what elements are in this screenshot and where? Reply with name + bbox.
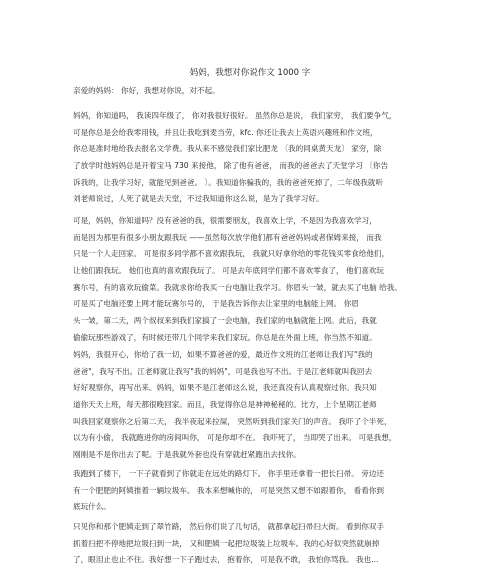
- text-line: 赛尔号，有的喜欢玩偷菜。我就求你给我买一台电脑让我学习。你眉头一皱，就去买了电脑 给我。: [73, 282, 402, 292]
- text-line: 叫我回家观察你之后第二天， 我半夜起来拉屎， 突然听到我们家关门的声音。 我吓了个半死，: [73, 416, 392, 426]
- text-line: 而是因为那里有很多小朋友跟我玩 ——虽然每次放学他们都有爸爸妈妈或者保姆来接， 而我: [73, 232, 382, 242]
- text-line: 可是买了电脑还要上网才能玩赛尔号的， 于是我告诉你去让家里的电脑能上网。 你眉: [73, 299, 359, 309]
- paragraph-4: [73, 466, 453, 516]
- text-line: 刚刚是不是你出去了呢。于是我就外套也没有穿就赶紧跑出去找你。: [73, 450, 301, 460]
- text-line: 只见你和那个肥姨走到了翠竹路， 然后你们说了几句话， 就都拿起扫帚扫大街。 看到你双手: [73, 522, 384, 531]
- text-line: 偷偷玩那些游戏了，有时候还带几个同学来我们家玩。你总是在外面上班，你当然不知道。: [73, 332, 377, 342]
- text-line: 我跑到了楼下， 一下子就看到了你就走在远处的路灯下。 你手里还拿着一把长扫帚。 旁边还: [73, 469, 384, 478]
- text-line: 头一皱，第二天，两个叔叔来到我们家搞了一会电脑，我们家的电脑就能上网。此后，我就: [73, 316, 377, 326]
- paragraph-5: [73, 519, 453, 569]
- text-line: 爸爸"，我写不出。江老师就让我写"我的妈妈"，可是我也写不出。于是江老师就叫我回去: [73, 366, 373, 376]
- text-line: 只是一个人走回家。 可是很多同学都不喜欢跟我玩， 我就只好拿你给的零花钱买零食给他们，: [73, 249, 390, 259]
- text-line: 可是你总是会给我零用钱，并且让我吃到麦当劳，kfc. 你还让我去上英语兴趣班和作文班，: [73, 127, 378, 137]
- paragraph-2: [73, 213, 453, 347]
- text-line: 道你天天上班，每天都很晚回家。而且，我觉得你总是神神秘秘的。比方，上个星期江老师: [73, 400, 377, 410]
- text-line: 妈妈，我很开心，你给了我一切，如果不算爸爸的爱，最近作文班的江老师让我们写"我的: [73, 350, 373, 359]
- paragraph-3: [73, 347, 453, 464]
- text-line: 了放学时他妈妈总是开着宝马 730 来接他， 除了他有爸爸， 而我的爸爸去了天堂学习 〔你告: [73, 161, 389, 171]
- essay-title: 妈妈，我想对你说作文 1000 字: [189, 68, 311, 78]
- text-line: 抓着扫把不停地把垃圾扫到一块， 又和肥姨一起把垃圾装上垃圾车。我的心好似突然就崩掉: [73, 538, 380, 548]
- text-line: 底玩什么。: [73, 502, 111, 512]
- text-line: 妈妈，你知道吗， 我读四年级了， 你对我很好很好。 虽然你总是说， 我们家穷， 我们要争气，: [73, 111, 397, 120]
- text-line: 亲爱的妈妈： 你好，我想对你说，对不起。: [73, 86, 220, 95]
- paragraph-1: [73, 108, 453, 208]
- text-line: 诉我的，让我学习好，就能见到爸爸。 〕。我知道你骗我的，我的爸爸死掉了，二年级我就听: [73, 177, 383, 187]
- text-line: 有一个肥肥的阿姨推着一辆垃圾车。 我本来想喊你的， 可是突然又想不如跟着你， 看看你到: [73, 485, 384, 495]
- paragraph-greeting: [73, 83, 453, 100]
- text-line: 可是，妈妈，你知道吗？没有爸爸的我，很需要朋友，我喜欢上学，不是因为我喜欢学习，: [73, 216, 377, 225]
- text-line: 你总是准时地给我去报名文学费。我从来不感觉我们家比肥龙 〔我的同桌黄天龙〕 家穷，除: [73, 144, 382, 154]
- text-line: 好好观察你，再写出来。妈妈，如果不是江老师这么说，我还真没有认真观察过你。我只知: [73, 383, 377, 393]
- text-line: 让他们跟我玩。 他们也真的喜欢跟我玩了。 可是去年底同学们都不喜欢零食了， 他们喜欢玩: [73, 266, 384, 276]
- text-line: 了，眼泪止也止不住。我好想一下子跑过去， 抱着你， 可是我不敢， 我怕你骂我。 我也...: [73, 555, 379, 565]
- text-line: 以为有小偷， 我就跑进你的房间叫你， 可是你却不在。 我吓死了， 当即哭了出来。 可是我想，: [73, 433, 397, 443]
- text-line: 刘老师说过，人死了就是去天堂，不过我知道你这么说，是为了我学习好。: [73, 194, 324, 204]
